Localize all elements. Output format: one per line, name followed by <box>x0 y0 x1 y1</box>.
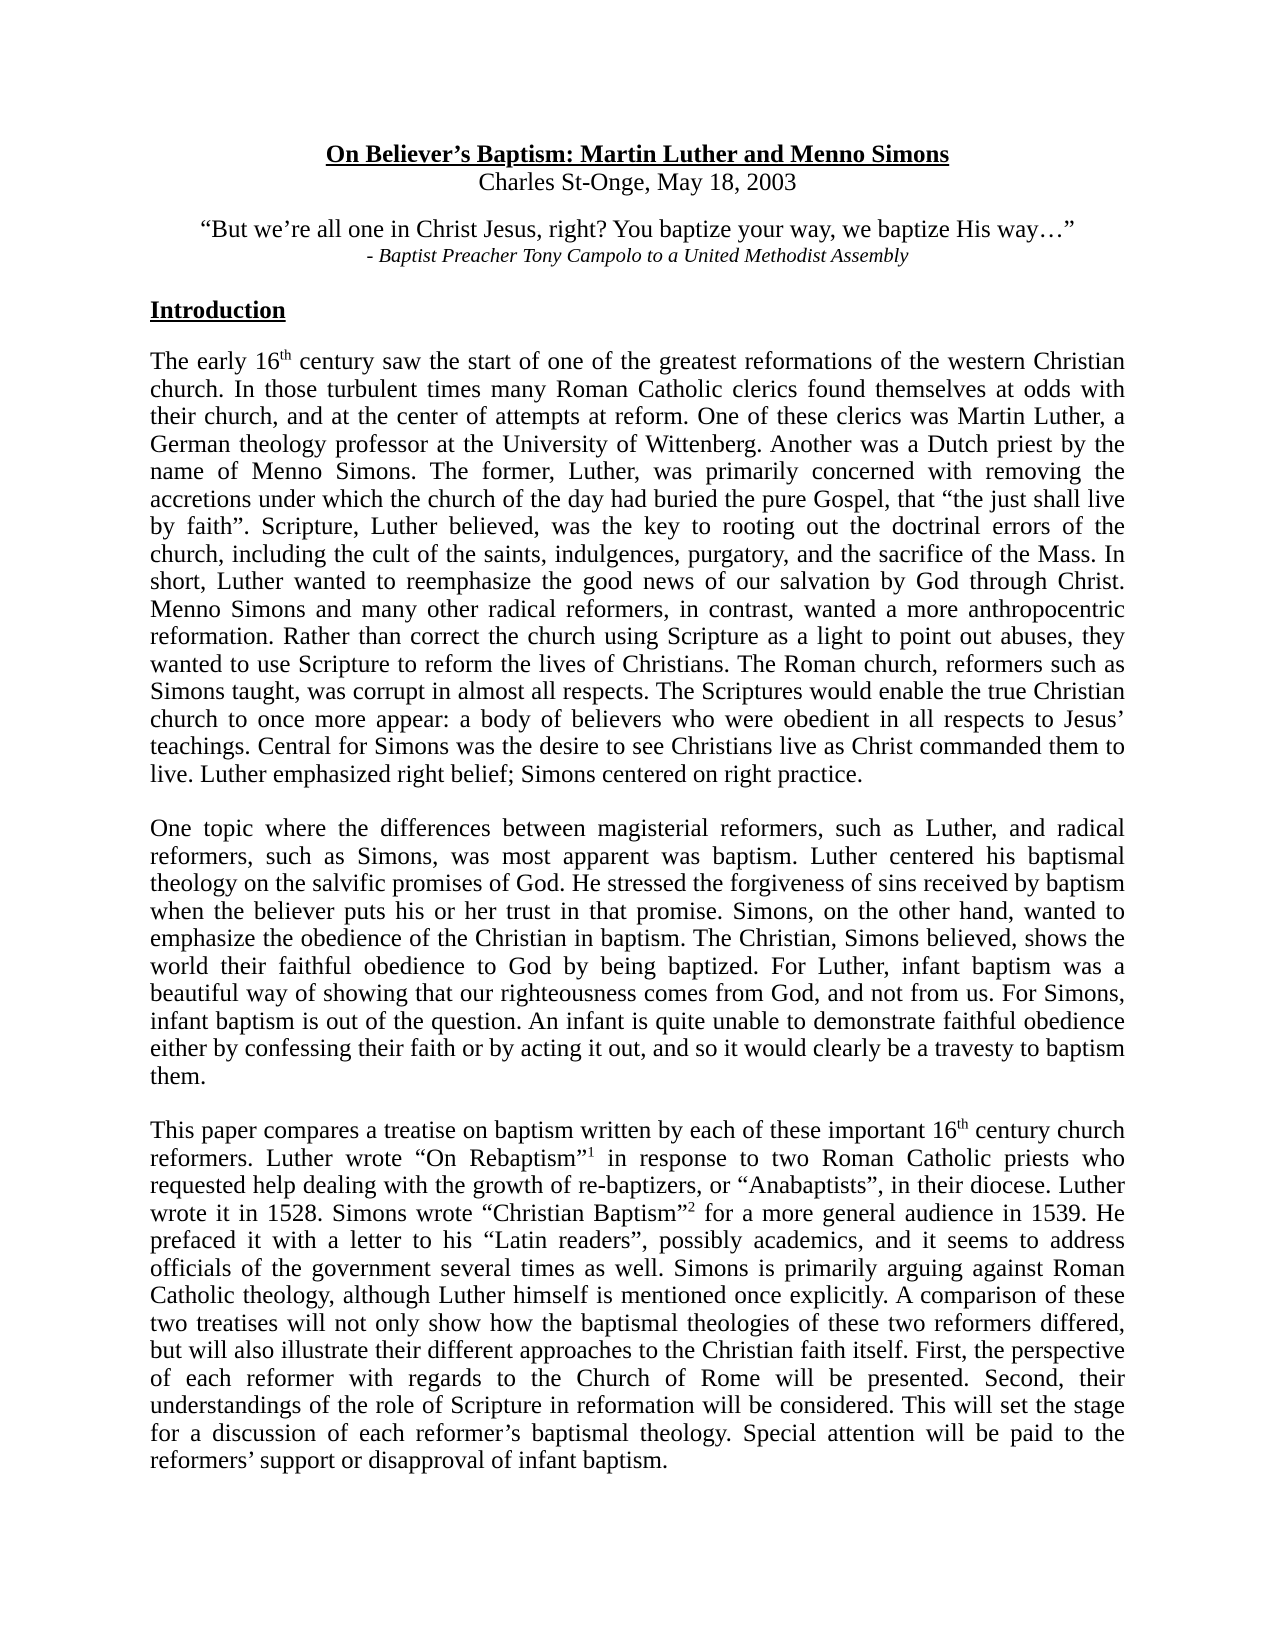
text-run: in response to two Roman Catholic priests who requested help dealing with the growth of re-baptizers, or “Anabaptists”, in their diocese. Luther wrote it in 1528. Simons wrote “Christian Baptism” <box>150 1144 1125 1227</box>
epigraph-quote: “But we’re all one in Christ Jesus, right? You baptize your way, we baptize His way…” <box>200 216 1075 243</box>
text-run: for a more general audience in 1539. He prefaced it with a letter to his “Latin readers”, possibly academics, and it seems to address officials of the government several times as well. Simons is primarily arguing against Roman Catholic theology, although Luther himself is mentioned once explicitly. A comparison of these two treatises will not only show how the baptismal theologies of these two reformers differed, but will also illustrate their different approaches to the Christian faith itself. First, the perspective of each reformer with regards to the Church of Rome will be presented. Second, their understandings of the role of Scripture in reformation will be considered. This will set the stage for a discussion of each reformer’s baptismal theology. Special attention will be paid to the reformers’ support or disapproval of infant baptism. <box>150 1199 1125 1474</box>
text-run: The early 16 <box>150 348 280 375</box>
footnote-superscript: th <box>956 1116 969 1133</box>
epigraph-attribution: - Baptist Preacher Tony Campolo to a United Methodist Assembly <box>366 245 909 267</box>
text-run: This paper compares a treatise on baptism written by each of these important 16 <box>150 1117 957 1144</box>
text-run: century church reformers. Luther wrote “On Rebaptism” <box>150 1117 1125 1172</box>
footnote-superscript: 1 <box>587 1144 595 1161</box>
footnote-superscript: th <box>279 347 292 364</box>
intro-paragraph-3 <box>150 1117 1125 1475</box>
intro-paragraph-1 <box>150 348 1125 788</box>
intro-paragraph-2 <box>150 815 1125 1090</box>
document-body <box>150 348 1125 1475</box>
document-byline: Charles St-Onge, May 18, 2003 <box>478 169 797 196</box>
document-title: On Believer’s Baptism: Martin Luther and Menno Simons <box>325 141 950 168</box>
text-run: century saw the start of one of the greatest reformations of the western Christian church. In those turbulent times many Roman Catholic clerics found themselves at odds with their church, and at the center of attempts at reform. One of these clerics was Martin Luther, a German theology professor at the University of Wittenberg. Another was a Dutch priest by the name of Menno Simons. The former, Luther, was primarily concerned with removing the accretions under which the church of the day had buried the pure Gospel, that “the just shall live by faith”. Scripture, Luther believed, was the key to rooting out the doctrinal errors of the church, including the cult of the saints, indulgences, purgatory, and the sacrifice of the Mass. In short, Luther wanted to reemphasize the good news of our salvation by God through Christ. Menno Simons and many other radical reformers, in contrast, wanted a more anthropocentric reformation. Rather than correct the church using Scripture as a light to point out abuses, they wanted to use Scripture to reform the lives of Christians. The Roman church, reformers such as Simons taught, was corrupt in almost all respects. The Scriptures would enable the true Christian church to once more appear: a body of believers who were obedient in all respects to Jesus’ teachings. Central for Simons was the desire to see Christians live as Christ commanded them to live. Luther emphasized right belief; Simons centered on right practice. <box>150 348 1125 788</box>
section-heading-introduction: Introduction <box>150 297 286 324</box>
text-run: One topic where the differences between magisterial reformers, such as Luther, and radical reformers, such as Simons, was most apparent was baptism. Luther centered his baptismal theology on the salvific promises of God. He stressed the forgiveness of sins received by baptism when the believer puts his or her trust in that promise. Simons, on the other hand, wanted to emphasize the obedience of the Christian in baptism. The Christian, Simons believed, shows the world their faithful obedience to God by being baptized. For Luther, infant baptism was a beautiful way of showing that our righteousness comes from God, and not from us. For Simons, infant baptism is out of the question. An infant is quite unable to demonstrate faithful obedience either by confessing their faith or by acting it out, and so it would clearly be a travesty to baptism them. <box>150 815 1125 1090</box>
footnote-superscript: 2 <box>687 1199 696 1216</box>
